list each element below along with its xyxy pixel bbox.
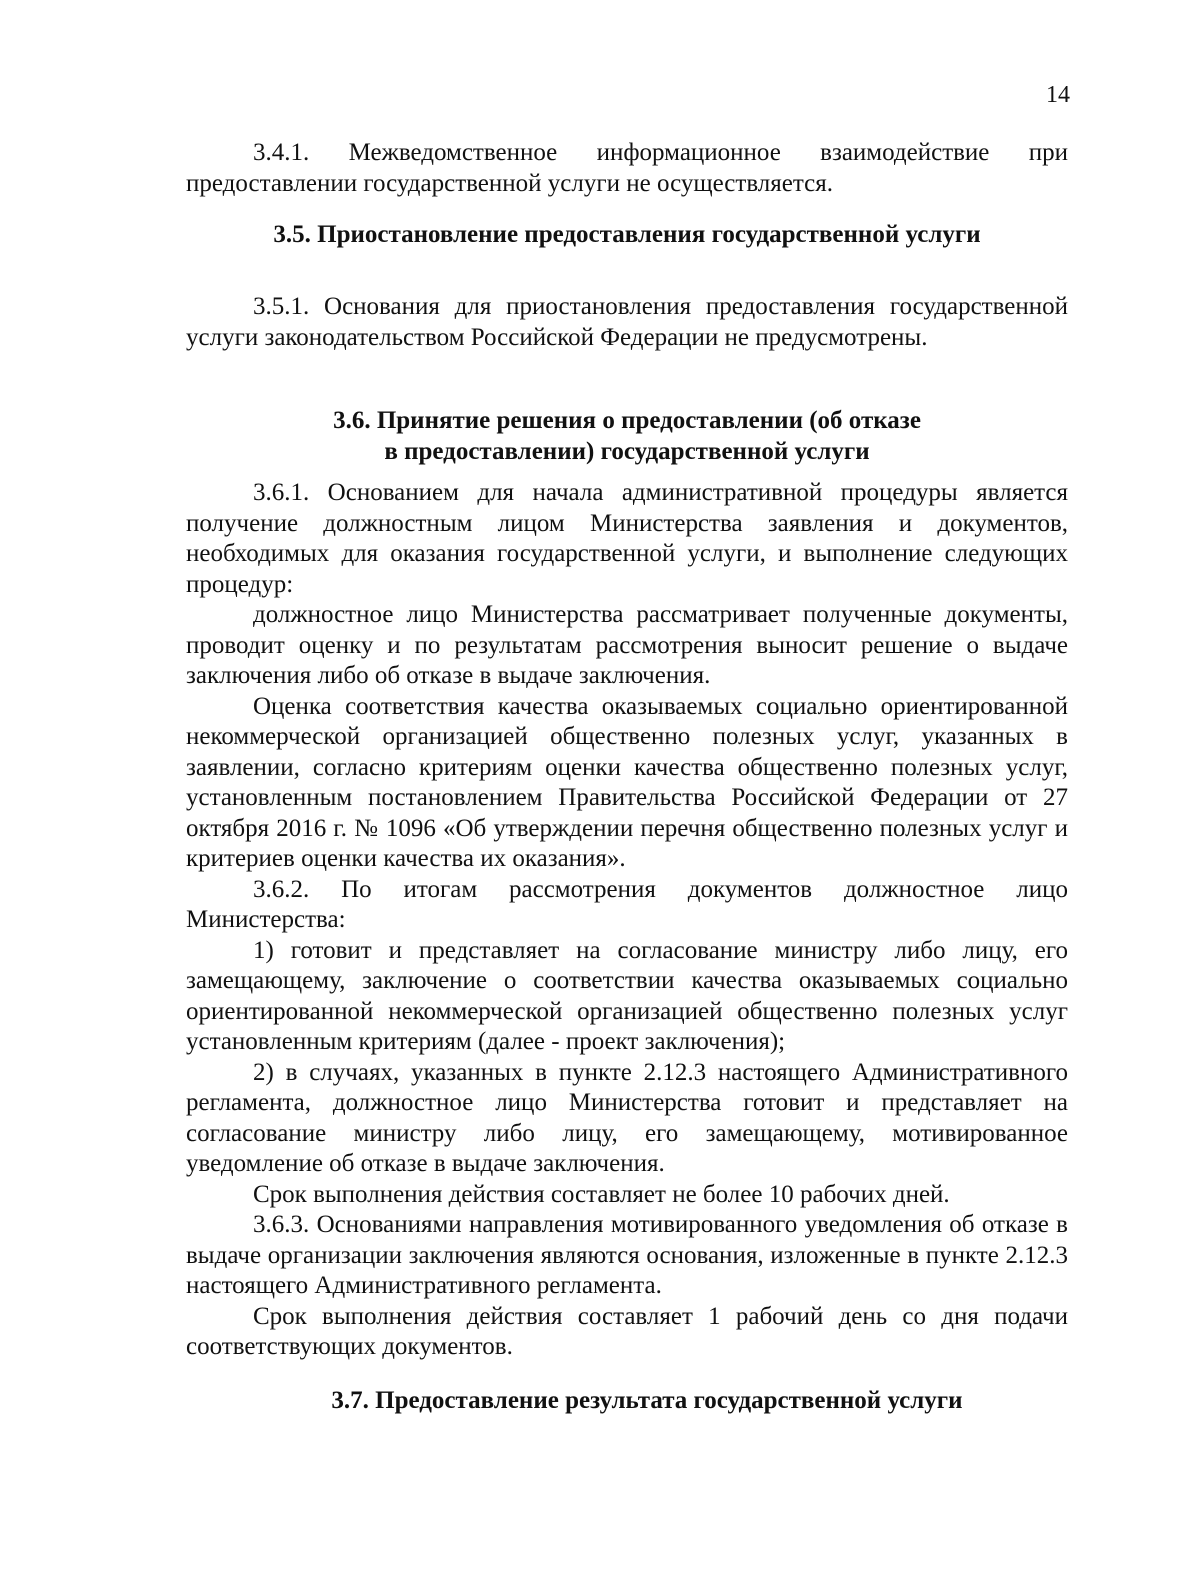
paragraph-term-10-days: Срок выполнения действия составляет не более 10 рабочих дней. bbox=[253, 1180, 950, 1208]
heading-3-6-block bbox=[186, 406, 1068, 467]
paragraph-3-6-3: 3.6.3. Основаниями направления мотивированного уведомления об отказе в выдаче организации заключения являются основания, изложенные в пункте 2.12.3 настоящего Административного регламента. bbox=[186, 1211, 1068, 1299]
paragraph-term-1-day: Срок выполнения действия составляет 1 рабочий день со дня подачи соответствующих документов. bbox=[186, 1302, 1068, 1360]
section-3-6-body bbox=[186, 478, 1068, 1363]
list-item-1: 1) готовит и представляет на согласование министру либо лицу, его замещающему, заключение о соответствии качества оказываемых социально ориентированной некоммерческой организацией общественно полезных услуг установленным критериям (далее - проект заключения); bbox=[186, 936, 1068, 1055]
paragraph-official-review: должностное лицо Министерства рассматривает полученные документы, проводит оценку и по результатам рассмотрения выносит решение о выдаче заключения либо об отказе в выдаче заключения. bbox=[186, 601, 1068, 689]
paragraph-3-6-2: 3.6.2. По итогам рассмотрения документов должностное лицо Министерства: bbox=[186, 875, 1068, 933]
heading-3-7: 3.7. Предоставление результата государственной услуги bbox=[331, 1387, 963, 1414]
section-3-4-1 bbox=[186, 138, 1068, 199]
paragraph-3-6-1: 3.6.1. Основанием для начала административной процедуры является получение должностным лицом Министерства заявления и документов, необходимых для оказания государственной услуги, и выполнение следующих процедур: bbox=[186, 479, 1068, 598]
heading-3-5: 3.5. Приостановление предоставления государственной услуги bbox=[273, 221, 981, 248]
heading-3-6-line-1: 3.6. Принятие решения о предоставлении (об отказе bbox=[333, 407, 921, 434]
paragraph-3-5-1: 3.5.1. Основания для приостановления предоставления государственной услуги законодательством Российской Федерации не предусмотрены. bbox=[186, 293, 1068, 351]
heading-3-7-block bbox=[186, 1386, 1068, 1417]
paragraph-3-4-1: 3.4.1. Межведомственное информационное взаимодействие при предоставлении государственной услуги не осуществляется. bbox=[186, 139, 1068, 197]
heading-3-6-line-2: в предоставлении) государственной услуги bbox=[384, 437, 870, 465]
section-3-5-1 bbox=[186, 292, 1068, 353]
page-number: 14 bbox=[1046, 82, 1070, 108]
list-item-2: 2) в случаях, указанных в пункте 2.12.3 настоящего Административного регламента, должностное лицо Министерства готовит и представляет на согласование министру либо лицу, его замещающему, мотивированное уведомление об отказе в выдаче заключения. bbox=[186, 1058, 1068, 1177]
heading-3-5-block bbox=[186, 220, 1068, 251]
paragraph-quality-assessment: Оценка соответствия качества оказываемых социально ориентированной некоммерческой организацией общественно полезных услуг, указанных в заявлении, согласно критериям оценки качества общественно полезных услуг, установленным постановлением Правительства Российской Федерации от 27 октября 2016 г. № 1096 «Об утверждении перечня общественно полезных услуг и критериев оценки качества их оказания». bbox=[186, 692, 1068, 872]
